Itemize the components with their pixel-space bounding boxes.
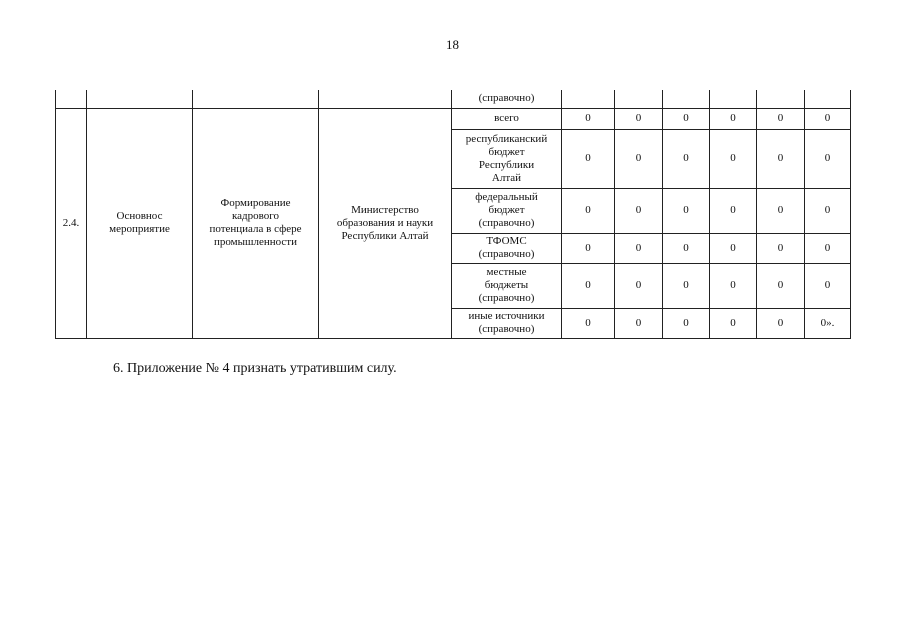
value-cell: 0 [710, 233, 757, 263]
table-cell [87, 90, 193, 108]
value-cell: 0 [757, 263, 805, 308]
source-cell: ТФОМС (справочно) [452, 233, 562, 263]
source-cell: (справочно) [452, 90, 562, 108]
value-cell: 0 [663, 233, 710, 263]
event-name: Формирование кадрового потенциала в сфере промышленности [193, 108, 319, 338]
source-cell: республиканский бюджет Республики Алтай [452, 129, 562, 188]
row-number: 2.4. [56, 108, 87, 338]
value-cell: 0 [615, 263, 663, 308]
value-cell: 0 [562, 263, 615, 308]
value-cell: 0 [805, 233, 851, 263]
table-cell [757, 90, 805, 108]
value-cell: 0 [757, 233, 805, 263]
value-cell: 0 [805, 108, 851, 129]
value-cell: 0 [562, 188, 615, 233]
budget-table [55, 90, 851, 339]
value-cell: 0 [663, 129, 710, 188]
value-cell: 0 [805, 129, 851, 188]
value-cell: 0 [757, 108, 805, 129]
value-cell: 0 [710, 263, 757, 308]
value-cell: 0 [562, 108, 615, 129]
table-cell [319, 90, 452, 108]
value-cell: 0». [805, 308, 851, 338]
value-cell: 0 [805, 263, 851, 308]
value-cell: 0 [757, 188, 805, 233]
value-cell: 0 [562, 308, 615, 338]
table-cell [710, 90, 757, 108]
value-cell: 0 [663, 108, 710, 129]
source-cell: федеральный бюджет (справочно) [452, 188, 562, 233]
table-row [56, 108, 851, 129]
source-cell: иные источники (справочно) [452, 308, 562, 338]
value-cell: 0 [710, 188, 757, 233]
value-cell: 0 [615, 188, 663, 233]
value-cell: 0 [710, 308, 757, 338]
page-number: 18 [446, 37, 459, 52]
value-cell: 0 [757, 308, 805, 338]
table-cell [805, 90, 851, 108]
table-cell [56, 90, 87, 108]
value-cell: 0 [615, 233, 663, 263]
value-cell: 0 [615, 108, 663, 129]
value-cell: 0 [663, 308, 710, 338]
value-cell: 0 [562, 129, 615, 188]
source-cell: местные бюджеты (справочно) [452, 263, 562, 308]
footer-text: 6. Приложение № 4 признать утратившим силу. [113, 361, 397, 376]
table-cell [663, 90, 710, 108]
value-cell: 0 [710, 108, 757, 129]
executor: Министерство образования и науки Республики Алтай [319, 108, 452, 338]
value-cell: 0 [757, 129, 805, 188]
value-cell: 0 [562, 233, 615, 263]
source-cell: всего [452, 108, 562, 129]
table-cell [615, 90, 663, 108]
value-cell: 0 [805, 188, 851, 233]
value-cell: 0 [663, 188, 710, 233]
table-cell [562, 90, 615, 108]
value-cell: 0 [615, 308, 663, 338]
value-cell: 0 [663, 263, 710, 308]
value-cell: 0 [615, 129, 663, 188]
event-type: Основнос мероприятие [87, 108, 193, 338]
continuation-row [56, 90, 851, 108]
table-cell [193, 90, 319, 108]
value-cell: 0 [710, 129, 757, 188]
